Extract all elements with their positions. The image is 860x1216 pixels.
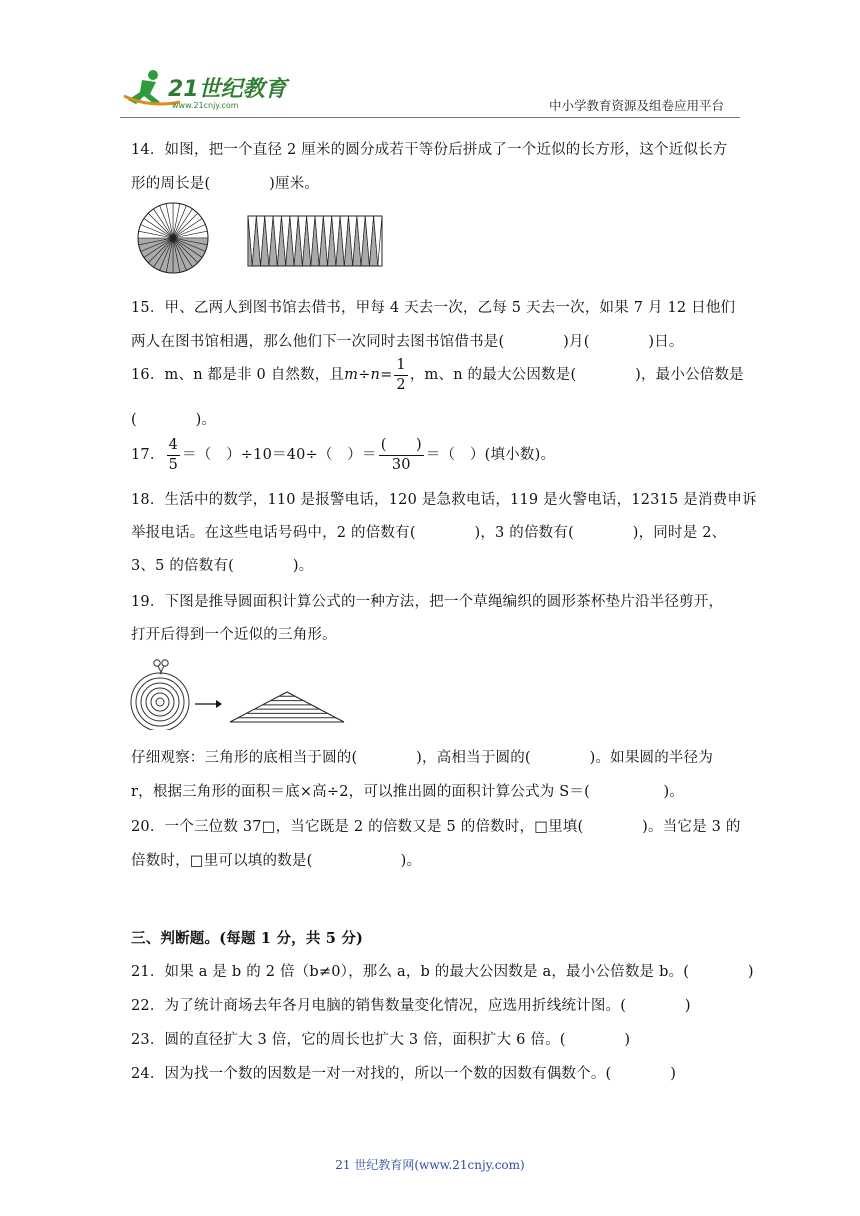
scissors-icon	[154, 660, 168, 674]
q15-line2: 两人在图书馆相遇，那么他们下一次同时去图书馆借书是( )月( )日。	[131, 334, 684, 350]
q17-fraction2	[379, 438, 424, 472]
logo	[120, 66, 290, 114]
q17-mid: ＝（ ）÷10＝40÷（ ）＝	[182, 447, 377, 463]
header-tagline: 中小学教育资源及组卷应用平台	[549, 98, 725, 113]
q18-line3: 3、5 的倍数有( )。	[131, 558, 314, 574]
q17-frac-den: 5	[168, 456, 178, 473]
q16-pre: 16．m、n 都是非 0 自然数，且	[131, 367, 345, 383]
q17-pre: 17．	[131, 447, 165, 463]
concentric-circles-icon	[131, 673, 189, 730]
q16-op: ÷	[358, 367, 371, 383]
q14-figure	[130, 202, 390, 274]
q17-line	[131, 438, 555, 472]
striped-triangle-icon	[230, 692, 344, 722]
q19-line4: r，根据三角形的面积＝底×高÷2，可以推出圆的面积计算公式为 S＝( )。	[131, 784, 685, 800]
q22-line: 22．为了统计商场去年各月电脑的销售数量变化情况，应选用折线统计图。( )	[131, 998, 691, 1014]
q20-line1: 20．一个三位数 37□，当它既是 2 的倍数又是 5 的倍数时，□里填( )。当它是 3 的	[131, 819, 741, 835]
header-divider	[120, 117, 740, 118]
q19-figure	[128, 654, 350, 730]
q17-fraction	[167, 438, 180, 472]
q16-m: m	[344, 367, 359, 383]
q24-line: 24．因为找一个数的因数是一对一对找的，所以一个数的因数有偶数个。( )	[131, 1066, 677, 1082]
section3-title: 三、判断题。(每题 1 分，共 5 分)	[131, 930, 364, 947]
q16-line2: ( )。	[131, 412, 217, 428]
q14-line1: 14．如图，把一个直径 2 厘米的圆分成若干等份后拼成了一个近似的长方形，这个近似长方	[131, 142, 728, 158]
q17-frac-num: 4	[167, 438, 180, 456]
q14-line2: 形的周长是( )厘米。	[131, 176, 320, 192]
q16-post: ，m、n 的最大公因数是( )，最小公倍数是	[409, 367, 744, 383]
q16-line1	[131, 358, 744, 392]
q17-frac2-num: ( )	[379, 438, 424, 456]
q16-eq: =	[380, 367, 393, 383]
logo-text: 21世纪教育	[168, 77, 287, 102]
q16-fraction	[394, 358, 407, 392]
logo-url: www.21cnjy.com	[172, 101, 239, 110]
q19-line3: 仔细观察：三角形的底相当于圆的( )，高相当于圆的( )。如果圆的半径为	[131, 750, 714, 766]
q17-frac2-den: 30	[391, 456, 411, 473]
approx-rectangle-icon	[248, 216, 382, 266]
arrow-right-icon	[195, 700, 222, 708]
q23-line: 23．圆的直径扩大 3 倍，它的周长也扩大 3 倍，面积扩大 6 倍。( )	[131, 1032, 631, 1048]
q18-line1: 18．生活中的数学，110 是报警电话，120 是急救电话，119 是火警电话，12315 是消费申诉	[131, 492, 757, 508]
q16-n: n	[370, 367, 381, 383]
q19-line2: 打开后得到一个近似的三角形。	[131, 627, 337, 643]
logo-runner-icon	[120, 66, 290, 114]
footer-site: 21 世纪教育网(www.21cnjy.com)	[335, 1158, 525, 1172]
q20-line2: 倍数时，□里可以填的数是( )。	[131, 853, 422, 869]
divided-circle-icon	[138, 203, 208, 273]
q16-frac-den: 2	[396, 376, 406, 393]
q15-line1: 15．甲、乙两人到图书馆去借书，甲每 4 天去一次，乙每 5 天去一次，如果 7 月 12 日他们	[131, 300, 736, 316]
q16-frac-num: 1	[394, 358, 407, 376]
q21-line: 21．如果 a 是 b 的 2 倍（b≠0），那么 a，b 的最大公因数是 a，最小公倍数是 b。( )	[131, 964, 754, 980]
q19-line1: 19．下图是推导圆面积计算公式的一种方法，把一个草绳编织的圆形茶杯垫片沿半径剪开，	[131, 594, 724, 610]
q18-line2: 举报电话。在这些电话号码中，2 的倍数有( )，3 的倍数有( )，同时是 2、	[131, 525, 727, 541]
q17-post: ＝（ ）(填小数)。	[425, 447, 556, 463]
